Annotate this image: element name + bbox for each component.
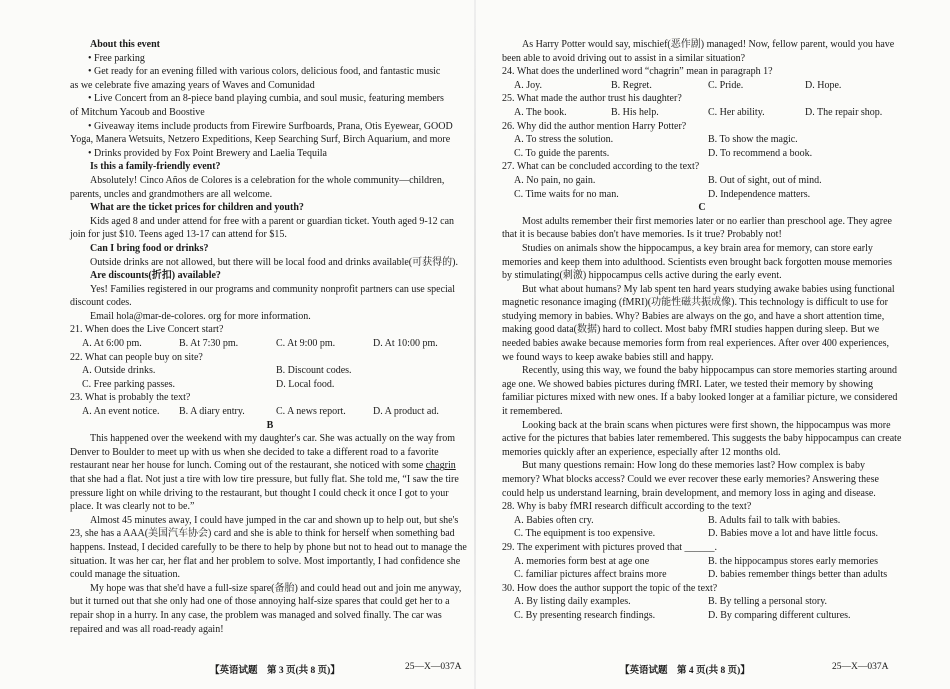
left-page [70, 38, 470, 636]
option: A. Babies often cry. [514, 514, 594, 526]
family-text: Absolutely! Cinco Años de Colores is a celebration for the whole community—children, parents, uncles and grandmothers are all welcome. [70, 174, 445, 200]
option: C. Her ability. [708, 106, 765, 118]
discount-text: Yes! Families registered in our programs and community nonprofit partners can use special discount codes. [70, 283, 456, 309]
option: D. The repair shop. [805, 106, 883, 118]
options-25 [514, 106, 902, 120]
options-27 [514, 174, 902, 201]
question-21: 21. When does the Live Concert start? [70, 324, 224, 336]
passage-b-paragraph-3: My hope was that she'd have a full-size spare(备胎) and could head out and join me anyway, but it turned out that she only had one of those annoying half-size spares that could get her to a repair shop in a hurry. In any case, the problem was managed and solved finally. The car was repaired and was all road-ready again! [70, 582, 462, 635]
option: C. Pride. [708, 79, 744, 91]
about-heading: About this event [90, 39, 161, 50]
option: B. Regret. [611, 79, 652, 91]
option: C. To guide the parents. [514, 147, 610, 159]
options-30 [514, 595, 902, 622]
option: C. By presenting research findings. [514, 609, 656, 621]
family-heading: Is this a family-friendly event? [90, 161, 221, 173]
question-22: 22. What can people buy on site? [70, 351, 203, 363]
passage-c-paragraph-1: Most adults remember their first memories later or no earlier than preschool age. They agree that it is because babies don't have memories. Is it true? Probably not! [502, 215, 892, 241]
passage-c-paragraph-4: Recently, using this way, we found the baby hippocampus can store memories starting around age one. We showed babies pictures during fMRI. Later, we tested their memory by showing familiar pictures mixed with new ones. If a baby looked longer at a familiar picture, we considered it remembered. [502, 365, 898, 418]
right-page [502, 38, 902, 623]
bullet-giveaway-cont: Yoga, Manera Wetsuits, Netzero Expeditions, Keep Searching Surf, Birch Aquarium, and more [70, 134, 451, 146]
option: B. His help. [611, 106, 659, 118]
price-heading: What are the ticket prices for children and youth? [90, 202, 304, 214]
option: D. Hope. [805, 79, 842, 91]
discount-heading: Are discounts(折扣) available? [90, 270, 221, 282]
question-26: 26. Why did the author mention Harry Potter? [502, 120, 687, 132]
question-27: 27. What can be concluded according to the text? [502, 161, 700, 173]
right-footer-title: 【英语试题 第 4 页(共 8 页)】 [620, 666, 750, 676]
passage-c-paragraph-3: But what about humans? My lab spent ten hard years studying awake babies using functional magnetic resonance imaging (fMRI)(功能性磁共振成像). This technology is difficult to use for studying memory in babies. Why? Babies are always on the go, and have a short attention time, making good data(数据) hard to collect. Most baby fMRI studies happen during sleep. But we needed babies awake because memories form from real experiences. After over 400 experiences, we found ways to keep awake babies still and happy. [502, 283, 895, 363]
option: D. babies remember things better than adults [708, 569, 888, 581]
options-29 [514, 555, 902, 582]
option: A. Joy. [514, 79, 542, 91]
passage-c-paragraph-5: Looking back at the brain scans when pictures were first shown, the hippocampus was more active for the pictures that babies later remembered. This suggests the baby hippocampus can create memories quickly after an experience, especially after 12 months old. [502, 419, 902, 458]
options-22 [82, 364, 470, 391]
option: D. To recommend a book. [708, 147, 813, 159]
question-25: 25. What made the author trust his daughter? [502, 93, 682, 105]
left-footer-title: 【英语试题 第 3 页(共 8 页)】 [210, 666, 340, 676]
food-text: Outside drinks are not allowed, but there will be local food and drinks available(可获得的). [90, 256, 458, 268]
option: C. Free parking passes. [82, 378, 176, 390]
page-fold [474, 0, 476, 689]
option: B. By telling a personal story. [708, 596, 828, 608]
option: C. A news report. [276, 406, 346, 418]
options-28 [514, 514, 902, 541]
right-footer-code: 25—X—037A [832, 662, 889, 672]
bullet-concert-cont: of Mitchum Yacoub and Boostive [70, 106, 205, 118]
option: B. Discount codes. [276, 365, 352, 377]
options-21 [82, 337, 470, 351]
option: D. A product ad. [373, 406, 439, 418]
option: D. By comparing different cultures. [708, 609, 851, 621]
options-24 [514, 79, 902, 93]
option: B. At 7:30 pm. [179, 338, 239, 350]
underlined-word: chagrin [425, 460, 456, 472]
option: B. Out of sight, out of mind. [708, 174, 822, 186]
options-23 [82, 405, 470, 419]
option: A. Outside drinks. [82, 365, 156, 377]
left-footer-code: 25—X—037A [405, 662, 462, 672]
bullet-concert: • Live Concert from an 8-piece band playing cumbia, and soul music, featuring members [94, 92, 470, 106]
passage-b-paragraph-4: As Harry Potter would say, mischief(恶作剧) managed! Now, fellow parent, would you have been able to avoid driving out to assist in a similar situation? [502, 39, 895, 64]
option: A. An event notice. [82, 406, 160, 418]
price-text: Kids aged 8 and under attend for free with a parent or guardian ticket. Youth aged 9-12 can join for just $10. Teens aged 13-17 can attend for $15. [70, 215, 455, 241]
option: A. By listing daily examples. [514, 596, 631, 608]
option: B. Adults fail to talk with babies. [708, 514, 841, 526]
question-23: 23. What is probably the text? [70, 392, 191, 404]
question-24: 24. What does the underlined word “chagrin” mean in paragraph 1? [502, 66, 773, 78]
bullet-drinks: • Drinks provided by Fox Point Brewery and Laelia Tequila [94, 147, 470, 161]
email-line: Email hola@mar-de-colores. org for more information. [90, 310, 311, 322]
question-28: 28. Why is baby fMRI research difficult according to the text? [502, 501, 752, 513]
option: C. The equipment is too expensive. [514, 528, 656, 540]
bullet-evening-cont: as we celebrate five amazing years of Waves and Comunidad [70, 79, 315, 91]
option: A. memories form best at age one [514, 555, 650, 567]
passage-c-paragraph-2: Studies on animals show the hippocampus, a key brain area for memory, can store early memories and keep them into adulthood. Scientists even brought back forgotten mouse memories by stimulating(刺激) hippocampus cells active during the early event. [502, 242, 893, 282]
option: B. To show the magic. [708, 134, 798, 146]
option: B. the hippocampus stores early memories [708, 555, 878, 567]
option: D. Babies move a lot and have little focus. [708, 528, 878, 540]
bullet-giveaway: • Giveaway items include products from Firewire Surfboards, Prana, Otis Eyewear, GOOD [94, 120, 470, 134]
passage-c-paragraph-6: But many questions remain: How long do these memories last? How complex is baby memory? What blocks access? Could we ever recover these early memories? Answering these could help us understand learning, brain development, and memory loss in aging and disease. [502, 460, 879, 499]
option: A. At 6:00 pm. [82, 338, 142, 350]
option: C. At 9:00 pm. [276, 338, 336, 350]
option: A. No pain, no gain. [514, 174, 596, 186]
option: A. The book. [514, 106, 567, 118]
question-30: 30. How does the author support the topic of the text? [502, 582, 718, 594]
options-26 [514, 133, 902, 160]
option: C. Time waits for no man. [514, 188, 619, 200]
food-heading: Can I bring food or drinks? [90, 242, 209, 254]
option: B. A diary entry. [179, 406, 245, 418]
bullet-evening: • Get ready for an evening filled with various colors, delicious food, and fantastic music [94, 65, 470, 79]
bullet-parking: • Free parking [94, 52, 470, 66]
passage-b-paragraph-1: This happened over the weekend with my daughter's car. She was actually on the way from Denver to Boulder to meet up with us when she decided to take a different road to a favorite restaurant near her house for lunch. Coming out of the restaurant, she noticed with some chagrin that she had a flat. Not just a tire with low tire pressure, but fully flat. She told me, “I saw the tire pressure light on while driving to the restaurant, but thought I could check it once I got to your place. It was clearly not to be.” [70, 433, 459, 513]
section-c-heading: C [698, 202, 706, 214]
option: D. Independence matters. [708, 188, 811, 200]
passage-b-paragraph-2: Almost 45 minutes away, I could have jumped in the car and shown up to help out, but she's 23, she has a AAA(美国汽车协会) card and she is able to think for herself when something bad happens. Instead, I decided carefully to be there to help by phone but not to head out to manage the situation. It was her car, her flat and her problem to solve. Most importantly, I had confidence she could manage the situation. [70, 514, 467, 581]
option: D. At 10:00 pm. [373, 338, 438, 350]
option: A. To stress the solution. [514, 134, 614, 146]
option: D. Local food. [276, 378, 335, 390]
question-29: 29. The experiment with pictures proved that ______. [502, 541, 718, 553]
section-b-heading: B [266, 419, 274, 431]
option: C. familiar pictures affect brains more [514, 569, 667, 581]
